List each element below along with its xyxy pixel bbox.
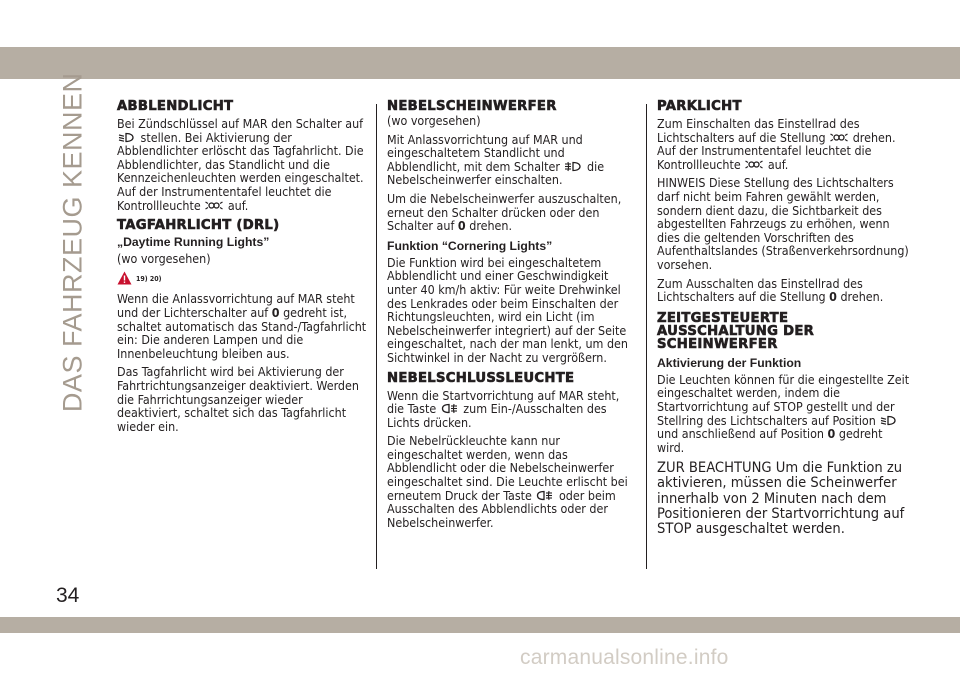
note: (wo vorgesehen) xyxy=(387,113,481,128)
column-1 xyxy=(117,100,367,440)
footer-band xyxy=(0,617,960,633)
column-3 xyxy=(657,100,911,543)
paragraph: Wenn die Startvorrichtung auf MAR steht, die Taste zum Ein-/Ausschalten des Lichts drücken. xyxy=(387,387,620,430)
section-drl xyxy=(117,219,367,433)
heading-nebelscheinwerfer: NEBELSCHEINWERFER xyxy=(387,99,557,114)
low-beam-icon xyxy=(118,132,136,143)
parking-light-icon xyxy=(205,200,223,211)
paragraph: Wenn die Anlassvorrichtung auf MAR steht und der Lichterschalter auf 0 gedreht ist, schaltet automatisch das Stand-/Tagfahrlicht ein: Die anderen Lampen und die Innenbeleuchtung bleiben aus. xyxy=(117,291,367,361)
parking-light-icon xyxy=(830,132,848,143)
paragraph: Bei Zündschlüssel auf MAR den Schalter auf stellen. Bei Aktivierung der Abblendlichter erlöscht das Tagfahrlicht. Die Abblendlichter, das Standlicht und die Kennzeichenleuchten werden eingeschaltet. Auf der Instrumententafel leuchtet die Kontrollleuchte auf. xyxy=(117,116,364,213)
heading-zeitgesteuerte-ausschaltung: ZEITGESTEUERTE AUSSCHALTUNG DER SCHEINWERFER xyxy=(657,310,815,352)
chapter-side-title: DAS FAHRZEUG KENNEN xyxy=(57,72,88,413)
subheading-cornering-lights: Funktion “Cornering Lights” xyxy=(387,238,553,253)
column-divider xyxy=(376,104,377,569)
paragraph: Das Tagfahrlicht wird bei Aktivierung der Fahrtrichtungsanzeiger deaktiviert. Werden die Fahrrichtungsanzeiger wieder deaktiviert, schaltet sich das Tagfahrlicht wieder ein. xyxy=(117,364,359,434)
parking-light-icon xyxy=(745,159,763,170)
section-zeitgesteuerte-ausschaltung xyxy=(657,312,911,537)
section-abblendlicht xyxy=(117,100,367,212)
header-band xyxy=(0,47,960,79)
paragraph: Zum Einschalten das Einstellrad des Lichtschalters auf die Stellung drehen. Auf der Instrumententafel leuchtet die Kontrollleuchte auf. xyxy=(657,116,896,172)
front-fog-light-icon xyxy=(564,161,582,172)
heading-parklicht: PARKLICHT xyxy=(657,99,742,114)
heading-nebelschlussleuchte: NEBELSCHLUSSLEUCHTE xyxy=(387,370,575,386)
section-nebelscheinwerfer xyxy=(387,100,637,233)
subheading-drl: „Daytime Running Lights” xyxy=(117,235,270,250)
subheading-aktivierung: Aktivierung der Funktion xyxy=(657,355,802,370)
paragraph: HINWEIS Diese Stellung des Lichtschalters darf nicht beim Fahren gewählt werden, sondern dient dazu, die Sichtbarkeit des abgestellten Fahrzeugs zu erhöhen, wenn dies die geltenden Vorschriften des Aufenthaltslandes (Straßenverkehrsordnung) vorsehen. xyxy=(657,175,909,272)
heading-drl: TAGFAHRLICHT (DRL) xyxy=(117,218,280,234)
page-number: 34 xyxy=(56,584,80,607)
heading-abblendlicht: ABBLENDLICHT xyxy=(117,99,234,114)
warning-triangle-icon xyxy=(117,271,132,285)
paragraph: Die Nebelrückleuchte kann nur eingeschaltet werden, wenn das Abblendlicht oder die Nebelscheinwerfer eingeschaltet sind. Die Leuchte erlischt bei erneutem Druck der Taste oder beim Ausschalten des Abblendlichts oder der Nebelscheinwerfer. xyxy=(387,433,628,530)
section-cornering-lights xyxy=(387,240,637,365)
warning-reference: 19) 20) xyxy=(117,271,367,287)
section-nebelschlussleuchte xyxy=(387,372,637,530)
paragraph: Um die Nebelscheinwerfer auszuschalten, erneut den Schalter drücken oder den Schalter auf 0 drehen. xyxy=(387,190,622,234)
section-parklicht xyxy=(657,100,911,304)
paragraph: Mit Anlassvorrichtung auf MAR und eingeschaltetem Standlicht und Abblendlicht, mit dem Schalter die Nebelscheinwerfer einschalten. xyxy=(387,131,605,188)
paragraph: Zum Ausschalten das Einstellrad des Lichtschalters auf die Stellung 0 drehen. xyxy=(657,275,884,305)
low-beam-icon xyxy=(880,415,898,426)
rear-fog-light-icon xyxy=(441,403,459,414)
paragraph-note: ZUR BEACHTUNG Um die Funktion zu aktivieren, müssen die Scheinwerfer innerhalb von 2 Minuten nach dem Positionieren der Startvorrichtung auf STOP ausgeschaltet werden. xyxy=(657,459,905,538)
paragraph: Die Funktion wird bei eingeschaltetem Abblendlicht und einer Geschwindigkeit unter 40 km/h aktiv: Für weite Drehwinkel des Lenkrades oder beim Einschalten der Richtungsleuchten, wird ein Licht (im Nebelscheinwerfer integriert) auf der Seite eingeschaltet, nach der man lenkt, um den Sichtwinkel in der Nacht zu vergrößern. xyxy=(387,254,628,365)
rear-fog-light-icon xyxy=(536,490,554,501)
watermark: carmanualsonline.info xyxy=(520,646,729,669)
column-2 xyxy=(387,100,637,536)
paragraph: Die Leuchten können für die eingestellte Zeit eingeschaltet werden, indem die Startvorrichtung auf STOP gestellt und der Stellring des Lichtschalters auf Position und anschließend auf Position 0 gedreht wird. xyxy=(657,371,910,455)
column-divider xyxy=(646,104,647,569)
note: (wo vorgesehen) xyxy=(117,251,211,267)
